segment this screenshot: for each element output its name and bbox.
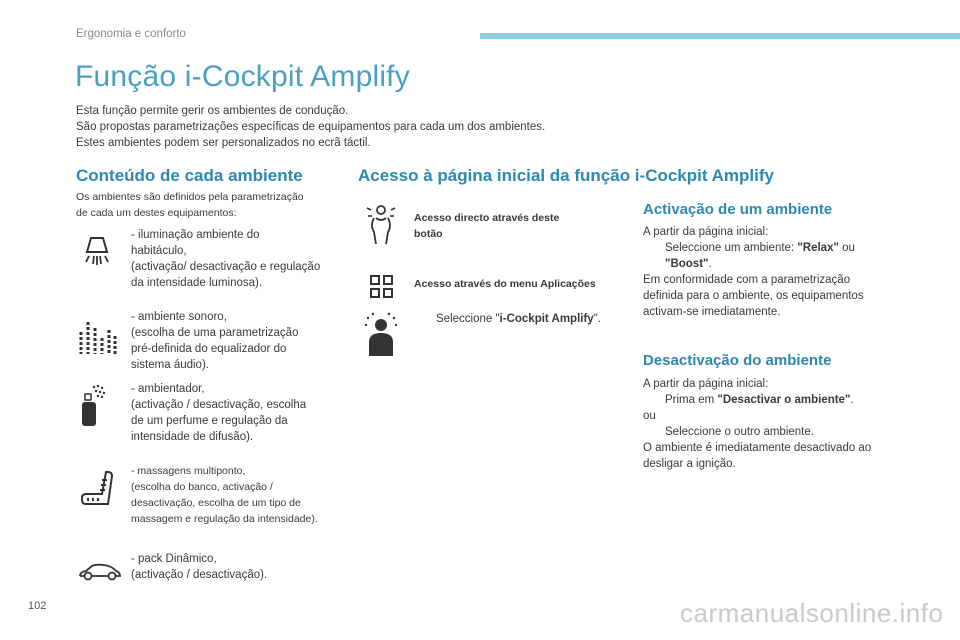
activation-or: ou (838, 242, 855, 254)
deactivation-b2: Seleccione o outro ambiente. (665, 426, 814, 438)
left-heading: Conteúdo de cada ambiente (76, 166, 303, 185)
page-number: 102 (28, 600, 47, 612)
page-title: Função i-Cockpit Amplify (75, 60, 410, 93)
select-instruction (414, 311, 601, 327)
intro-line: Estes ambientes podem ser personalizados no ecrã táctil. (76, 137, 371, 149)
activation-boost: "Boost" (665, 258, 709, 270)
deactivation-b1-prefix: Prima em (665, 394, 718, 406)
select-prefix: Seleccione " (436, 313, 500, 325)
seat-massage-icon (80, 470, 116, 515)
activation-heading: Activação de um ambiente (643, 201, 833, 218)
item-line: sistema áudio). (131, 359, 209, 371)
list-item (131, 463, 318, 527)
access-direct-text (414, 210, 559, 242)
access-menu-text: Acesso através do menu Aplicações (414, 278, 596, 290)
item-line: - ambientador, (131, 383, 205, 395)
deactivation-or: ou (643, 410, 656, 422)
activation-line: Em conformidade com a parametrização (643, 274, 851, 286)
item-line: (activação / desactivação). (131, 569, 268, 581)
activation-line: activam-se imediatamente. (643, 306, 781, 318)
person-ambience-icon (364, 312, 398, 363)
select-suffix: ". (593, 313, 601, 325)
deactivation-body (643, 376, 871, 472)
car-icon (78, 562, 122, 587)
item-line: desactivação, escolha de um tipo de (131, 497, 301, 509)
item-line: - massagens multiponto, (131, 465, 246, 477)
item-line: de um perfume e regulação da (131, 415, 288, 427)
activation-relax: "Relax" (797, 242, 839, 254)
desc-line: de cada um destes equipamentos: (76, 207, 237, 219)
item-line: (escolha de uma parametrização (131, 327, 299, 339)
watermark: carmanualsonline.info (680, 598, 944, 628)
access-direct-line: Acesso directo através deste (414, 212, 560, 224)
list-item (131, 381, 306, 445)
deactivation-line: O ambiente é imediatamente desactivado ao (643, 442, 872, 454)
access-direct-line: botão (414, 228, 443, 240)
list-item (131, 227, 320, 291)
item-line: - iluminação ambiente do (131, 229, 260, 241)
intro-line: Esta função permite gerir os ambientes de condução. (76, 105, 349, 117)
item-line: massagem e regulação da intensidade). (131, 513, 318, 525)
deactivation-button-name: "Desactivar o ambiente" (717, 394, 851, 406)
desc-line: Os ambientes são definidos pela parametrização (76, 191, 304, 203)
deactivation-line: desligar a ignição. (643, 458, 736, 470)
apps-grid-icon (370, 275, 394, 304)
item-line: (activação/ desactivação e regulação (131, 261, 321, 273)
item-line: intensidade de difusão). (131, 431, 254, 443)
activation-body (643, 224, 864, 320)
activation-end: . (708, 258, 712, 270)
item-line: - ambiente sonoro, (131, 311, 227, 323)
list-item (131, 551, 267, 583)
activation-bullet-cont (643, 256, 864, 272)
item-line: da intensidade luminosa). (131, 277, 263, 289)
i-cockpit-button-icon (364, 202, 398, 251)
activation-b1-prefix: Seleccione um ambiente: (665, 242, 798, 254)
perfume-diffuser-icon (80, 384, 106, 433)
item-line: (activação / desactivação, escolha (131, 399, 307, 411)
equalizer-icon (78, 318, 118, 361)
section-title: Ergonomia e conforto (76, 28, 186, 40)
header-accent-bar (480, 33, 960, 39)
item-line: (escolha do banco, activação / (131, 481, 273, 493)
intro-line: São propostas parametrizações específicas de equipamentos para cada um dos ambientes. (76, 121, 546, 133)
right-heading: Acesso à página inicial da função i-Cockpit Amplify (358, 166, 774, 185)
lamp-icon (80, 234, 114, 273)
deactivation-bullet (643, 424, 871, 440)
item-line: - pack Dinâmico, (131, 553, 217, 565)
activation-line: definida para o ambiente, os equipamentos (643, 290, 864, 302)
select-bold: i-Cockpit Amplify (499, 313, 594, 325)
deactivation-line: A partir da página inicial: (643, 378, 769, 390)
activation-line: A partir da página inicial: (643, 226, 769, 238)
item-line: habitáculo, (131, 245, 187, 257)
intro-paragraph (76, 103, 545, 151)
item-line: pré-definida do equalizador do (131, 343, 287, 355)
deactivation-end: . (850, 394, 854, 406)
activation-bullet (643, 240, 864, 256)
list-item (131, 309, 298, 373)
deactivation-heading: Desactivação do ambiente (643, 352, 832, 369)
left-description (76, 189, 304, 221)
deactivation-bullet (643, 392, 871, 408)
